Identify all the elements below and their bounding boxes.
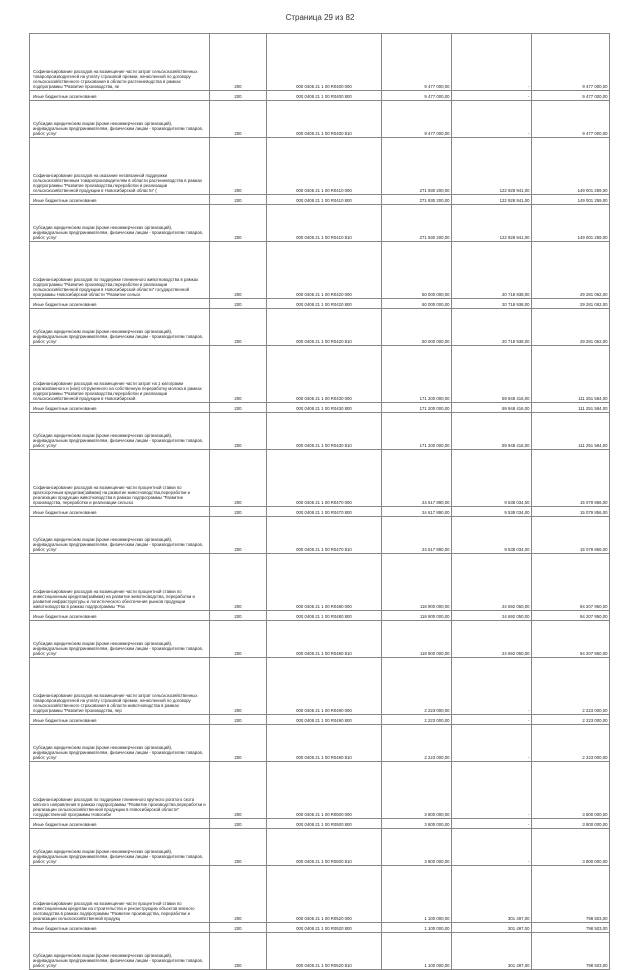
row-executed: 59 948 416,00 — [452, 413, 532, 450]
row-executed: 9 538 034,00 — [452, 507, 532, 517]
row-executed: 301 497,00 — [452, 866, 532, 923]
row-code: 200 — [210, 403, 267, 413]
table-row — [30, 933, 610, 970]
row-executed: 20 718 938,00 — [452, 242, 532, 299]
table-row — [30, 309, 610, 346]
row-amount: 1 100 000,00 — [382, 923, 452, 933]
row-kbk: 000 0405 21 1 00 R0400 810 — [267, 101, 382, 138]
row-executed: - — [452, 101, 532, 138]
row-amount: 3 800 000,00 — [382, 829, 452, 866]
row-name: Иные бюджетные ассигнования — [30, 923, 210, 933]
row-name: Субсидии юридическим лицам (кроме некоммерческих организаций), индивидуальным предпринимателям, физическим лицам - производителям товаров, работ, услуг — [30, 829, 210, 866]
row-name: Иные бюджетные ассигнования — [30, 715, 210, 725]
row-amount: 9 477 000,00 — [382, 91, 452, 101]
row-name: Софинансирование расходов на возмещение части затрат сельскохозяйственных товаропроизводителей на уплату страховой премии, начисленной по договору сельскохозяйственного страхования в области растениеводства в рамках подпрограммы "Развитие производства, пе — [30, 34, 210, 91]
row-name: Софинансирование расходов на возмещение части процентной ставки по инвестиционным кредитам на строительство и реконструкцию объектов мясного скотоводства в рамках подпрограммы "Развитие производства, переработки и реализации сельскохозяйственной продукц — [30, 866, 210, 923]
row-kbk: 000 0405 21 1 00 R0520 800 — [267, 923, 382, 933]
row-executed: - — [452, 715, 532, 725]
row-kbk: 000 0405 21 1 00 R0480 000 — [267, 554, 382, 611]
table-row — [30, 299, 610, 309]
table-row — [30, 517, 610, 554]
row-kbk: 000 0405 21 1 00 R0400 800 — [267, 91, 382, 101]
row-executed: 59 948 416,00 — [452, 346, 532, 403]
row-kbk: 000 0405 21 1 00 R0410 800 — [267, 195, 382, 205]
row-code: 200 — [210, 517, 267, 554]
row-kbk: 000 0405 21 1 00 R0520 000 — [267, 866, 382, 923]
row-kbk: 000 0405 21 1 00 R0430 000 — [267, 346, 382, 403]
row-code: 200 — [210, 554, 267, 611]
row-remaining: 94 207 950,00 — [532, 621, 610, 658]
budget-table — [29, 33, 610, 970]
row-code: 200 — [210, 715, 267, 725]
row-kbk: 000 0405 21 1 00 R0410 000 — [267, 138, 382, 195]
row-kbk: 000 0405 21 1 00 R0470 000 — [267, 450, 382, 507]
row-kbk: 000 0405 21 1 00 R0420 000 — [267, 242, 382, 299]
row-executed: 20 718 938,00 — [452, 309, 532, 346]
table-row — [30, 725, 610, 762]
row-name: Софинансирование расходов на оказание несвязанной поддержки сельскохозяйственным товаропроизводителям в области растениеводства в рамках подпрограммы "Развитие производства,переработки и реализации сельскохозяйственной продукции в Новосибирской области" ( — [30, 138, 210, 195]
row-name: Субсидии юридическим лицам (кроме некоммерческих организаций), индивидуальным предпринимателям, физическим лицам - производителям товаров, работ, услуг — [30, 309, 210, 346]
table-row — [30, 611, 610, 621]
row-code: 200 — [210, 309, 267, 346]
row-remaining: 798 503,00 — [532, 866, 610, 923]
row-kbk: 000 0405 21 1 00 R0520 810 — [267, 933, 382, 970]
row-code: 200 — [210, 725, 267, 762]
row-amount: 1 100 000,00 — [382, 866, 452, 923]
row-remaining: 9 477 000,00 — [532, 101, 610, 138]
row-executed: - — [452, 829, 532, 866]
row-remaining: 111 251 584,00 — [532, 403, 610, 413]
row-amount: 271 930 200,00 — [382, 205, 452, 242]
row-amount: 24 617 890,00 — [382, 507, 452, 517]
row-executed: 301 497,00 — [452, 933, 532, 970]
row-kbk: 000 0405 21 1 00 R0420 810 — [267, 309, 382, 346]
row-remaining: 15 079 856,00 — [532, 517, 610, 554]
row-remaining: 798 503,00 — [532, 923, 610, 933]
row-remaining: 2 223 000,00 — [532, 658, 610, 715]
row-code: 200 — [210, 611, 267, 621]
row-remaining: 3 800 000,00 — [532, 762, 610, 819]
row-code: 200 — [210, 621, 267, 658]
row-kbk: 000 0405 21 1 00 R0470 800 — [267, 507, 382, 517]
row-executed: 24 692 050,00 — [452, 554, 532, 611]
row-code: 200 — [210, 923, 267, 933]
table-row — [30, 658, 610, 715]
row-code: 200 — [210, 101, 267, 138]
row-executed: 24 692 050,00 — [452, 621, 532, 658]
row-kbk: 000 0405 21 1 00 R0400 000 — [267, 34, 382, 91]
row-amount: 118 900 000,00 — [382, 621, 452, 658]
row-remaining: 9 477 000,00 — [532, 34, 610, 91]
row-name: Софинансирование расходов на возмещение части затрат на 1 килограмм реализованного и (или) отгруженного на собственную переработку молока в рамках подпрограммы "Развитие производства,переработки и реализации сельскохозяйственной продукции в Новосибирской — [30, 346, 210, 403]
row-kbk: 000 0405 21 1 00 R0500 810 — [267, 829, 382, 866]
table-row — [30, 507, 610, 517]
row-remaining: 2 223 000,00 — [532, 725, 610, 762]
row-name: Иные бюджетные ассигнования — [30, 403, 210, 413]
row-name: Иные бюджетные ассигнования — [30, 819, 210, 829]
row-kbk: 000 0405 21 1 00 R0490 000 — [267, 658, 382, 715]
row-remaining: 2 223 000,00 — [532, 715, 610, 725]
row-amount: 50 000 000,00 — [382, 299, 452, 309]
table-row — [30, 195, 610, 205]
row-name: Субсидии юридическим лицам (кроме некоммерческих организаций), индивидуальным предпринимателям, физическим лицам - производителям товаров, работ, услуг — [30, 621, 210, 658]
row-amount: 3 800 000,00 — [382, 819, 452, 829]
table-row — [30, 554, 610, 611]
row-code: 200 — [210, 866, 267, 923]
row-remaining: 29 281 062,00 — [532, 299, 610, 309]
row-remaining: 9 477 000,00 — [532, 91, 610, 101]
page-header: Страница 29 из 82 — [285, 13, 355, 22]
row-name: Субсидии юридическим лицам (кроме некоммерческих организаций), индивидуальным предпринимателям, физическим лицам - производителям товаров, работ, услуг — [30, 413, 210, 450]
row-name: Софинансирование расходов по поддержке племенного крупного рогатого скота мясного направления в рамках подпрограммы "Развитие производства,переработки и реализации сельскохозяйственной продукции в Новосибирской области" государственной программы Новосиби — [30, 762, 210, 819]
row-kbk: 000 0405 21 1 00 R0410 810 — [267, 205, 382, 242]
row-name: Иные бюджетные ассигнования — [30, 91, 210, 101]
row-code: 200 — [210, 205, 267, 242]
row-amount: 50 000 000,00 — [382, 309, 452, 346]
table-row — [30, 413, 610, 450]
row-code: 200 — [210, 299, 267, 309]
row-amount: 271 930 200,00 — [382, 195, 452, 205]
table-row — [30, 829, 610, 866]
row-executed: - — [452, 725, 532, 762]
row-remaining: 149 001 259,00 — [532, 205, 610, 242]
row-amount: 171 200 000,00 — [382, 403, 452, 413]
row-executed: 24 692 050,00 — [452, 611, 532, 621]
row-name: Софинансирование расходов по поддержке племенного животноводства в рамках подпрограммы "Развитие производства,переработки и реализации сельскохозяйственной продукции в Новосибирской области" государственной программы Новосибирской области "Развитие сельск — [30, 242, 210, 299]
table-row — [30, 866, 610, 923]
row-remaining: 149 001 259,00 — [532, 138, 610, 195]
row-name: Субсидии юридическим лицам (кроме некоммерческих организаций), индивидуальным предпринимателям, физическим лицам - производителям товаров, работ, услуг — [30, 517, 210, 554]
row-executed: 122 928 941,00 — [452, 195, 532, 205]
table-row — [30, 819, 610, 829]
row-kbk: 000 0405 21 1 00 R0430 800 — [267, 403, 382, 413]
row-code: 200 — [210, 507, 267, 517]
row-amount: 271 930 200,00 — [382, 138, 452, 195]
row-code: 200 — [210, 413, 267, 450]
row-amount: 1 100 000,00 — [382, 933, 452, 970]
table-row — [30, 621, 610, 658]
table-row — [30, 923, 610, 933]
row-remaining: 29 281 062,00 — [532, 309, 610, 346]
row-remaining: 149 001 259,00 — [532, 195, 610, 205]
table-row — [30, 346, 610, 403]
row-code: 200 — [210, 195, 267, 205]
row-executed: 9 538 034,00 — [452, 450, 532, 507]
row-code: 200 — [210, 346, 267, 403]
row-amount: 3 800 000,00 — [382, 762, 452, 819]
table-row — [30, 101, 610, 138]
row-executed: 122 928 941,00 — [452, 205, 532, 242]
table-row — [30, 138, 610, 195]
row-remaining: 3 800 000,00 — [532, 819, 610, 829]
row-amount: 171 200 000,00 — [382, 346, 452, 403]
row-code: 200 — [210, 658, 267, 715]
row-executed: - — [452, 658, 532, 715]
row-executed: - — [452, 819, 532, 829]
row-executed: - — [452, 762, 532, 819]
row-remaining: 15 079 856,00 — [532, 450, 610, 507]
row-executed: 301 497,00 — [452, 923, 532, 933]
row-kbk: 000 0405 21 1 00 R0500 000 — [267, 762, 382, 819]
table-row — [30, 403, 610, 413]
table-row — [30, 450, 610, 507]
row-name: Иные бюджетные ассигнования — [30, 299, 210, 309]
table-row — [30, 205, 610, 242]
row-kbk: 000 0405 21 1 00 R0500 800 — [267, 819, 382, 829]
row-executed: 9 538 034,00 — [452, 517, 532, 554]
table-row — [30, 91, 610, 101]
row-executed: - — [452, 34, 532, 91]
row-name: Иные бюджетные ассигнования — [30, 195, 210, 205]
row-amount: 2 223 000,00 — [382, 658, 452, 715]
row-code: 200 — [210, 762, 267, 819]
row-amount: 9 477 000,00 — [382, 101, 452, 138]
row-amount: 24 617 890,00 — [382, 450, 452, 507]
row-name: Софинансирование расходов на возмещение части процентной ставки по инвестиционным кредитам(займам) на развитие животноводства, переработки и развития инфраструктуры и логистического обеспечения рынков продукции животноводства в рамках подпрограммы "Раз — [30, 554, 210, 611]
row-name: Иные бюджетные ассигнования — [30, 611, 210, 621]
table-row — [30, 34, 610, 91]
row-code: 200 — [210, 91, 267, 101]
row-amount: 24 617 890,00 — [382, 517, 452, 554]
row-name: Субсидии юридическим лицам (кроме некоммерческих организаций), индивидуальным предпринимателям, физическим лицам - производителям товаров, работ, услуг — [30, 101, 210, 138]
row-name: Субсидии юридическим лицам (кроме некоммерческих организаций), индивидуальным предпринимателям, физическим лицам - производителям товаров, работ, услуг — [30, 933, 210, 970]
row-amount: 118 900 000,00 — [382, 611, 452, 621]
row-name: Субсидии юридическим лицам (кроме некоммерческих организаций), индивидуальным предпринимателям, физическим лицам - производителям товаров, работ, услуг — [30, 205, 210, 242]
row-kbk: 000 0405 21 1 00 R0480 810 — [267, 621, 382, 658]
row-remaining: 15 079 856,00 — [532, 507, 610, 517]
table-row — [30, 715, 610, 725]
row-amount: 118 900 000,00 — [382, 554, 452, 611]
row-kbk: 000 0405 21 1 00 R0490 810 — [267, 725, 382, 762]
table-body — [30, 34, 610, 970]
row-executed: 122 928 941,00 — [452, 138, 532, 195]
row-name: Софинансирование расходов на возмещение части процентной ставки по краткосрочным кредитам(займам) на развитие животноводства,переработки и реализации продукции животноводства в рамках подпрограммы "Развитие производства, переработки и реализации сельско — [30, 450, 210, 507]
row-remaining: 798 503,00 — [532, 933, 610, 970]
row-remaining: 111 251 584,00 — [532, 413, 610, 450]
row-executed: 20 718 938,00 — [452, 299, 532, 309]
row-kbk: 000 0405 21 1 00 R0430 810 — [267, 413, 382, 450]
row-code: 200 — [210, 34, 267, 91]
row-remaining: 29 281 062,00 — [532, 242, 610, 299]
row-code: 200 — [210, 829, 267, 866]
row-kbk: 000 0405 21 1 00 R0470 810 — [267, 517, 382, 554]
table-row — [30, 242, 610, 299]
row-kbk: 000 0405 21 1 00 R0480 800 — [267, 611, 382, 621]
row-remaining: 3 800 000,00 — [532, 829, 610, 866]
row-name: Субсидии юридическим лицам (кроме некоммерческих организаций), индивидуальным предпринимателям, физическим лицам - производителям товаров, работ, услуг — [30, 725, 210, 762]
row-amount: 2 223 000,00 — [382, 715, 452, 725]
row-remaining: 94 207 950,00 — [532, 554, 610, 611]
table-row — [30, 762, 610, 819]
row-name: Софинансирование расходов на возмещение части затрат сельскохозяйственных товаропроизводителей на уплату страховой премии, начисленной по договору сельскохозяйственного страхования в области животноводства в рамках подпрограммы "Развитие производства, пер — [30, 658, 210, 715]
row-executed: - — [452, 91, 532, 101]
row-code: 200 — [210, 242, 267, 299]
row-amount: 171 200 000,00 — [382, 413, 452, 450]
row-amount: 50 000 000,00 — [382, 242, 452, 299]
row-code: 200 — [210, 933, 267, 970]
row-executed: 59 948 416,00 — [452, 403, 532, 413]
row-kbk: 000 0405 21 1 00 R0420 800 — [267, 299, 382, 309]
row-code: 200 — [210, 138, 267, 195]
row-remaining: 111 251 584,00 — [532, 346, 610, 403]
row-amount: 2 223 000,00 — [382, 725, 452, 762]
row-code: 200 — [210, 819, 267, 829]
row-code: 200 — [210, 450, 267, 507]
row-name: Иные бюджетные ассигнования — [30, 507, 210, 517]
row-amount: 9 477 000,00 — [382, 34, 452, 91]
row-remaining: 94 207 950,00 — [532, 611, 610, 621]
row-kbk: 000 0405 21 1 00 R0490 800 — [267, 715, 382, 725]
